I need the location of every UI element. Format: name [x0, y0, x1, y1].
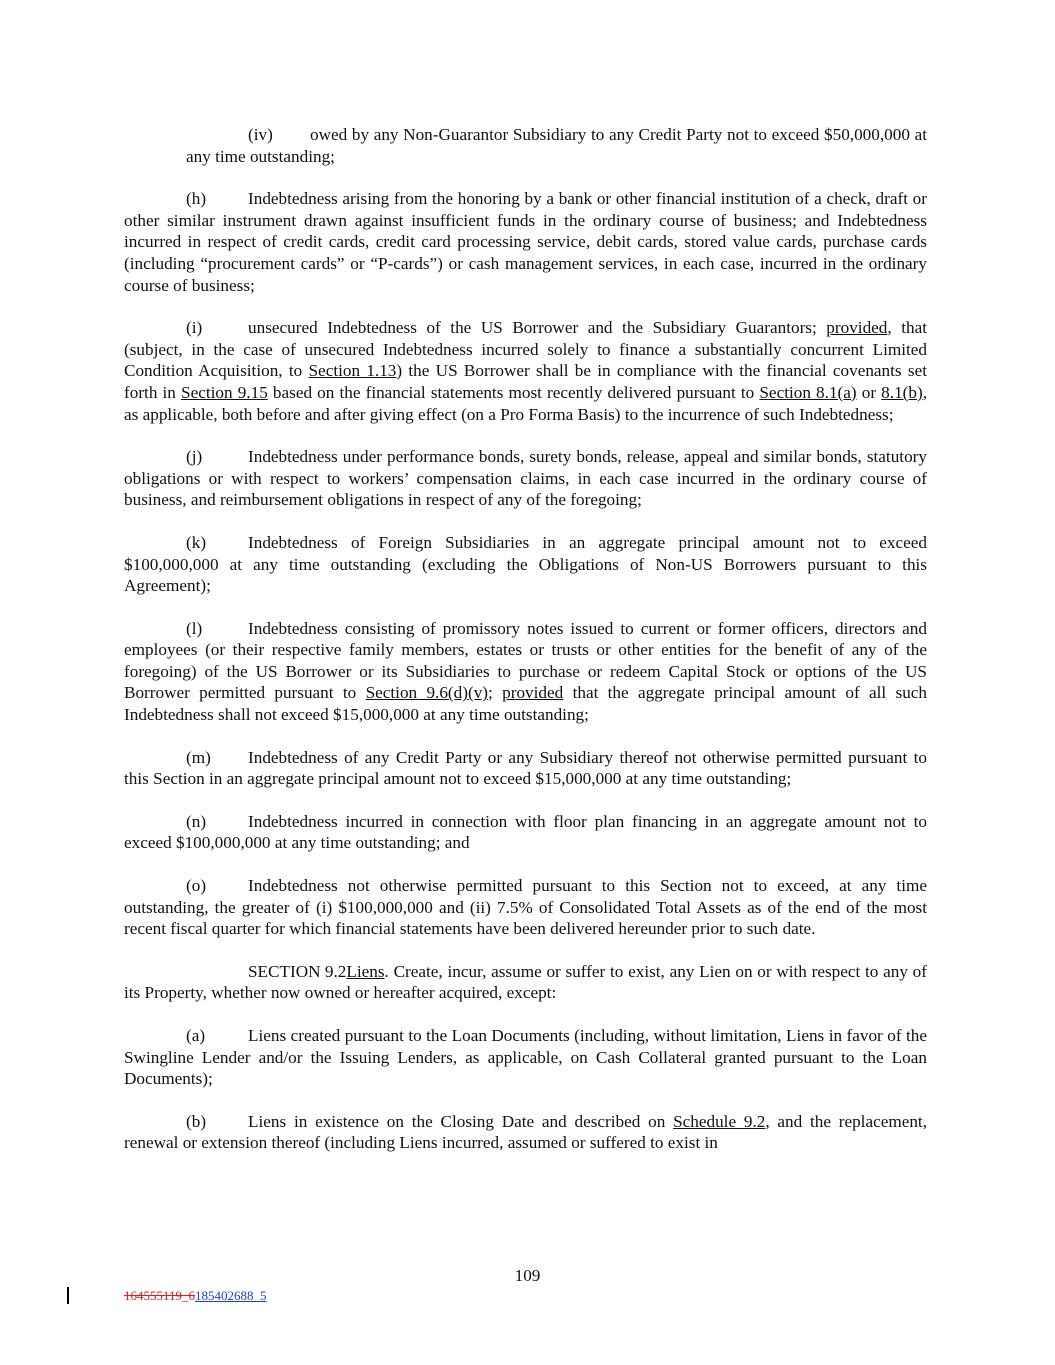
- cross-ref-section-9-6-d-v: Section 9.6(d)(v): [365, 683, 489, 703]
- paragraph-iv: [186, 124, 927, 167]
- section-9-2-text: . Create, incur, assume or suffer to exist, any Lien on or with respect to any of its Property, whether now owned or hereafter acquired, except:: [124, 961, 927, 1003]
- paragraph-l: [124, 618, 927, 726]
- cross-ref-schedule-9-2: Schedule 9.2: [673, 1111, 766, 1131]
- paragraph-j: [124, 446, 927, 511]
- section-9-2-heading: SECTION 9.2: [248, 961, 347, 981]
- paragraph-o: [124, 875, 927, 940]
- text-i-6: , as applicable, both before and after giving effect (on a Pro Forma Basis) to the incurrence of such Indebtedness;: [124, 382, 927, 424]
- paragraph-a: [124, 1025, 927, 1090]
- document-id-footer: [124, 1288, 267, 1304]
- label-m: (m): [186, 747, 211, 767]
- provided-term: provided: [826, 318, 888, 338]
- paragraph-n: [124, 811, 927, 854]
- text-o: Indebtedness not otherwise permitted pursuant to this Section not to exceed, at any time outstanding, the greater of (i) $100,000,000 and (ii) 7.5% of Consolidated Total Assets as of the end of the most recent fiscal quarter for which financial statements have been delivered hereunder prior to such date.: [124, 876, 927, 939]
- paragraph-m: [124, 747, 927, 790]
- text-i-3: ) the US Borrower shall be in compliance with the financial covenants set forth in: [124, 361, 927, 402]
- text-b-2: , and the replacement, renewal or extension thereof (including Liens incurred, assumed or suffered to exist in: [124, 1111, 927, 1153]
- section-9-2-title: Liens: [346, 961, 385, 981]
- page-number: 109: [514, 1266, 541, 1285]
- label-i: (i): [186, 318, 203, 338]
- label-b: (b): [186, 1111, 207, 1131]
- text-m: Indebtedness of any Credit Party or any Subsidiary thereof not otherwise permitted pursuant to this Section in an aggregate principal amount not to exceed $15,000,000 at any time outstanding;: [124, 747, 927, 789]
- provided-term: provided: [502, 683, 564, 703]
- label-o: (o): [186, 876, 207, 896]
- text-h: Indebtedness arising from the honoring by a bank or other financial institution of a check, draft or other similar instrument drawn against insufficient funds in the ordinary course of business; and Indebtedness incurred in respect of credit cards, credit card processing service, debit cards, stored value cards, purchase cards (including “procurement cards” or “P-cards”) or cash management services, in each case, incurred in the ordinary course of business;: [124, 189, 927, 295]
- label-h: (h): [186, 189, 207, 209]
- label-l: (l): [186, 618, 203, 638]
- cross-ref-section-9-15: Section 9.15: [181, 382, 268, 402]
- text-i-4: based on the financial statements most recently delivered pursuant to: [267, 382, 760, 402]
- section-9-2: [124, 961, 927, 1004]
- text-l-3: that the aggregate principal amount of all such Indebtedness shall not exceed $15,000,000 at any time outstanding;: [124, 683, 928, 725]
- label-j: (j): [186, 447, 203, 467]
- paragraph-b: [124, 1111, 927, 1154]
- label-k: (k): [186, 532, 207, 552]
- cross-ref-section-8-1a: Section 8.1(a): [759, 382, 857, 402]
- text-i-5: or: [856, 382, 882, 402]
- paragraph-i: [124, 317, 927, 425]
- text-l-2: ;: [488, 683, 503, 703]
- document-body: [124, 124, 927, 1175]
- cross-ref-section-8-1b: 8.1(b): [881, 382, 923, 402]
- deleted-doc-id: 164555119_6: [124, 1288, 196, 1303]
- text-l-1: Indebtedness consisting of promissory notes issued to current or former officers, directors and employees (or their respective family members, estates or trusts or other entities for the benefit of any of the foregoing) of the US Borrower or its Subsidiaries to purchase or redeem Capital Stock or options of the US Borrower permitted pursuant to: [124, 618, 927, 703]
- paragraph-h: [124, 188, 927, 296]
- inserted-doc-id: 185402688_5: [195, 1288, 267, 1303]
- text-k: Indebtedness of Foreign Subsidiaries in an aggregate principal amount not to exceed $100,000,000 at any time outstanding (excluding the Obligations of Non-US Borrowers pursuant to this Agreement);: [124, 532, 927, 596]
- text-b-1: Liens in existence on the Closing Date and described on: [248, 1111, 674, 1131]
- text-i-2: , that (subject, in the case of unsecured Indebtedness incurred solely to finance a substantially concurrent Limited Condition Acquisition, to: [124, 318, 928, 381]
- change-bar: [67, 1287, 69, 1304]
- text-n: Indebtedness incurred in connection with floor plan financing in an aggregate amount not to exceed $100,000,000 at any time outstanding; and: [124, 811, 927, 853]
- text-iv: owed by any Non-Guarantor Subsidiary to any Credit Party not to exceed $50,000,000 at any time outstanding;: [186, 125, 927, 166]
- text-j: Indebtedness under performance bonds, surety bonds, release, appeal and similar bonds, statutory obligations or with respect to workers’ compensation claims, in each case incurred in the ordinary course of business, and reimbursement obligations in respect of any of the foregoing;: [124, 447, 927, 510]
- label-a: (a): [186, 1026, 206, 1045]
- text-i-1: unsecured Indebtedness of the US Borrower and the Subsidiary Guarantors;: [248, 318, 827, 338]
- text-a: Liens created pursuant to the Loan Documents (including, without limitation, Liens in favor of the Swingline Lender and/or the Issuing Lenders, as applicable, on Cash Collateral granted pursuant to the Loan Documents);: [124, 1026, 927, 1089]
- label-iv: (iv): [248, 125, 273, 144]
- label-n: (n): [186, 811, 207, 831]
- cross-ref-section-1-13: Section 1.13: [308, 361, 397, 381]
- paragraph-k: [124, 532, 927, 597]
